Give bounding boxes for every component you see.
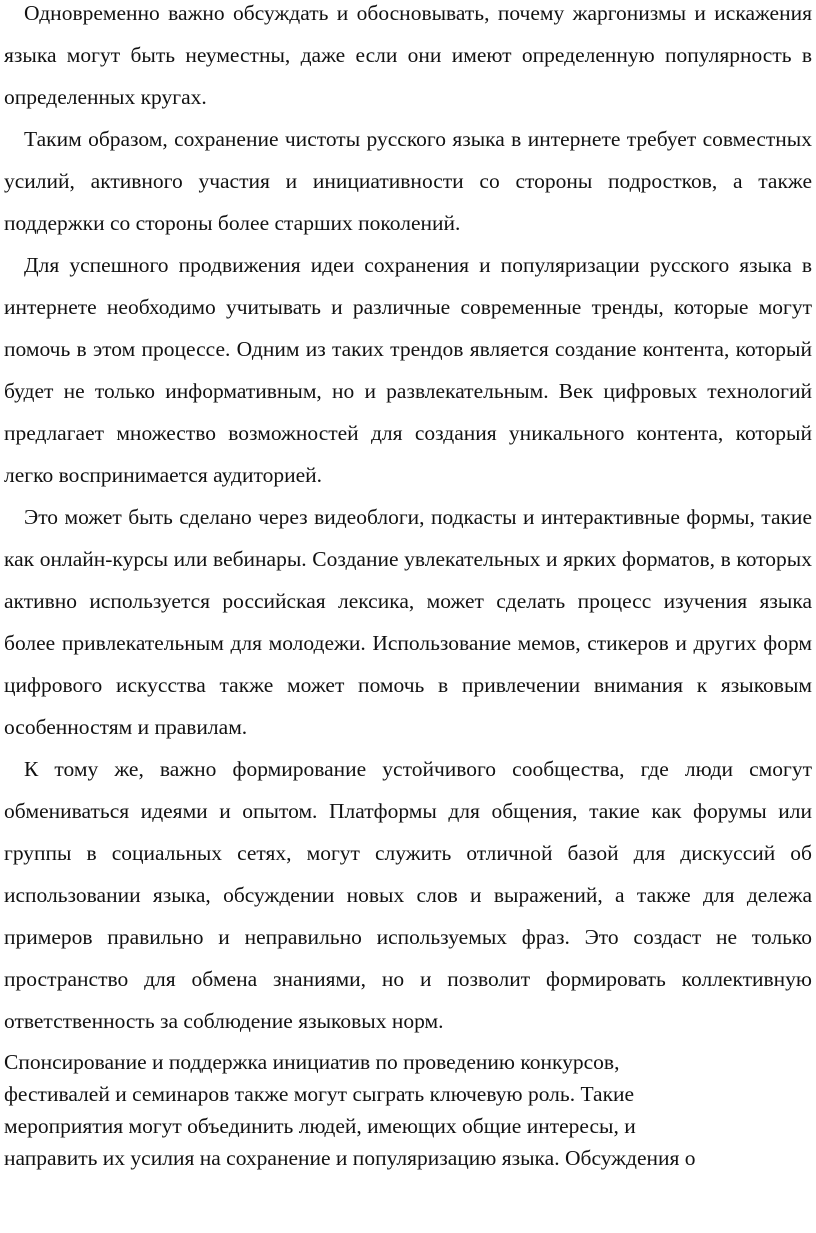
- paragraph-conclusion: Таким образом, сохранение чистоты русского языка в интернете требует совместных усилий, активного участия и инициативности со стороны подростков, а также поддержки со стороны более старших поколений.: [4, 127, 812, 235]
- paragraph-jargon: Одновременно важно обсуждать и обосновывать, почему жаргонизмы и искажения языка могут быть неуместны, даже если они имеют определенную популярность в определенных кругах.: [4, 1, 812, 109]
- paragraph-community: К тому же, важно формирование устойчивого сообщества, где люди смогут обмениваться идеями и опытом. Платформы для общения, такие как форумы или группы в социальных сетях, могут служить отличной базой для дискуссий об использовании языка, обсуждении новых слов и выражений, а также для дележа примеров правильно и неправильно используемых фраз. Это создаст не только пространство для обмена знаниями, но и позволит формировать коллективную ответственность за соблюдение языковых норм.: [4, 757, 812, 1033]
- sponsorship-line: фестивалей и семинаров также могут сыграть ключевую роль. Такие: [4, 1082, 635, 1106]
- paragraph-trends: Для успешного продвижения идеи сохранения и популяризации русского языка в интернете необходимо учитывать и различные современные тренды, которые могут помочь в этом процессе. Одним из таких трендов является создание контента, который будет не только информативным, но и развлекательным. Век цифровых технологий предлагает множество возможностей для создания уникального контента, который легко воспринимается аудиторией.: [4, 253, 812, 487]
- paragraph-sponsorship: [4, 1046, 812, 1174]
- paragraph-formats: Это может быть сделано через видеоблоги, подкасты и интерактивные формы, такие как онлайн-курсы или вебинары. Создание увлекательных и ярких форматов, в которых активно используется российская лексика, может сделать процесс изучения языка более привлекательным для молодежи. Использование мемов, стикеров и других форм цифрового искусства также может помочь в привлечении внимания к языковым особенностям и правилам.: [4, 505, 812, 739]
- document-page: [4, 0, 812, 1174]
- sponsorship-line: мероприятия могут объединить людей, имеющих общие интересы, и: [4, 1114, 636, 1138]
- sponsorship-line: направить их усилия на сохранение и популяризацию языка. Обсуждения о: [4, 1146, 696, 1170]
- sponsorship-line: Спонсирование и поддержка инициатив по проведению конкурсов,: [4, 1050, 620, 1074]
